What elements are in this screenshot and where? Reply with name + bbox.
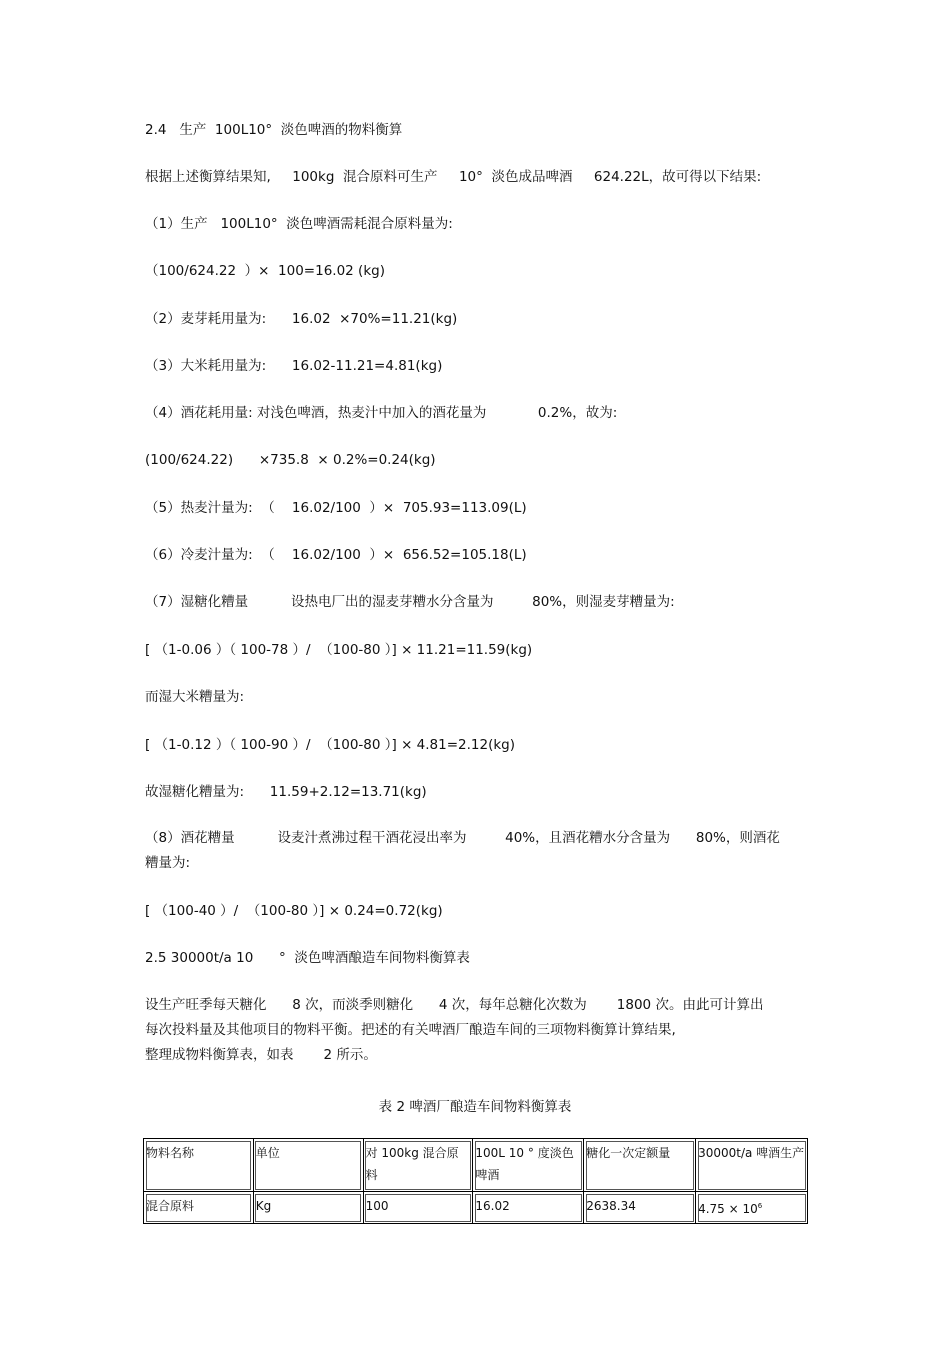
- text-line: 而湿大米糟量为:: [145, 689, 245, 705]
- table-cell: 混合原料: [144, 1192, 254, 1224]
- text-line: （7）湿糖化糟量 设热电厂出的湿麦芽糟水分含量为 80%，则湿麦芽糟量为:: [145, 594, 675, 610]
- table-row: [144, 1192, 808, 1224]
- table-cell: [696, 1192, 808, 1224]
- text-line: 设生产旺季每天糖化 8 次，而淡季则糖化 4 次，每年总糖化次数为 1800 次。由此可计算出: [145, 997, 764, 1013]
- header-cell: 30000t/a 啤酒生产: [696, 1139, 808, 1192]
- text-line: （8）酒花糟量 设麦汁煮沸过程干酒花浸出率为 40%，且酒花糟水分含量为 80%，则酒花: [145, 830, 780, 846]
- table-cell: Kg: [253, 1192, 363, 1224]
- formula-line: [ （1-0.06 ）（ 100-78 ）/ （100-80 ）] × 11.21=11.59(kg): [145, 642, 533, 658]
- header-cell: 单位: [253, 1139, 363, 1192]
- text-line: （4）酒花耗用量: 对浅色啤酒，热麦汁中加入的酒花量为 0.2%，故为:: [145, 405, 618, 421]
- material-balance-table: [143, 1138, 808, 1224]
- formula-line: [ （100-40 ）/ （100-80 ）] × 0.24=0.72(kg): [145, 903, 443, 919]
- header-cell: 物料名称: [144, 1139, 254, 1192]
- formula-line: [ （1-0.12 ）（ 100-90 ）/ （100-80 ）] × 4.81=2.12(kg): [145, 737, 516, 753]
- formula-line: （100/624.22 ）× 100=16.02 (kg): [145, 263, 385, 279]
- table-cell: 2638.34: [584, 1192, 696, 1224]
- header-cell: 糖化一次定额量: [584, 1139, 696, 1192]
- text-line: 糟量为:: [145, 855, 191, 871]
- text-line: 故湿糖化糟量为: 11.59+2.12=13.71(kg): [145, 784, 427, 800]
- text-line: （6）冷麦汁量为: （ 16.02/100 ）× 656.52=105.18(L): [145, 547, 527, 563]
- table-cell: 100: [363, 1192, 473, 1224]
- text-line: （2）麦芽耗用量为: 16.02 ×70%=11.21(kg): [145, 311, 458, 327]
- text-line: 整理成物料衡算表，如表 2 所示。: [145, 1047, 377, 1063]
- table-header-row: [144, 1139, 808, 1192]
- text-line: （5）热麦汁量为: （ 16.02/100 ）× 705.93=113.09(L): [145, 500, 527, 516]
- header-cell: 对 100kg 混合原料: [363, 1139, 473, 1192]
- text-line: （1）生产 100L10° 淡色啤酒需耗混合原料量为:: [145, 216, 453, 232]
- value-mantissa: 4.75 × 10: [698, 1202, 758, 1216]
- value-exponent: 6: [757, 1202, 763, 1210]
- header-cell: 100L 10 ° 度淡色啤酒: [473, 1139, 584, 1192]
- text-line: （3）大米耗用量为: 16.02-11.21=4.81(kg): [145, 358, 443, 374]
- table-cell: 16.02: [473, 1192, 584, 1224]
- text-line: 根据上述衡算结果知, 100kg 混合原料可生产 10° 淡色成品啤酒 624.22L，故可得以下结果:: [145, 169, 762, 185]
- section-heading-2-5: 2.5 30000t/a 10 ° 淡色啤酒酿造车间物料衡算表: [145, 950, 470, 966]
- text-line: 每次投料量及其他项目的物料平衡。把述的有关啤酒厂酿造车间的三项物料衡算计算结果,: [145, 1022, 676, 1038]
- formula-line: (100/624.22) ×735.8 × 0.2%=0.24(kg): [145, 452, 436, 468]
- table-caption: 表 2 啤酒厂酿造车间物料衡算表: [378, 1099, 572, 1115]
- section-heading-2-4: 2.4 生产 100L10° 淡色啤酒的物料衡算: [145, 122, 403, 138]
